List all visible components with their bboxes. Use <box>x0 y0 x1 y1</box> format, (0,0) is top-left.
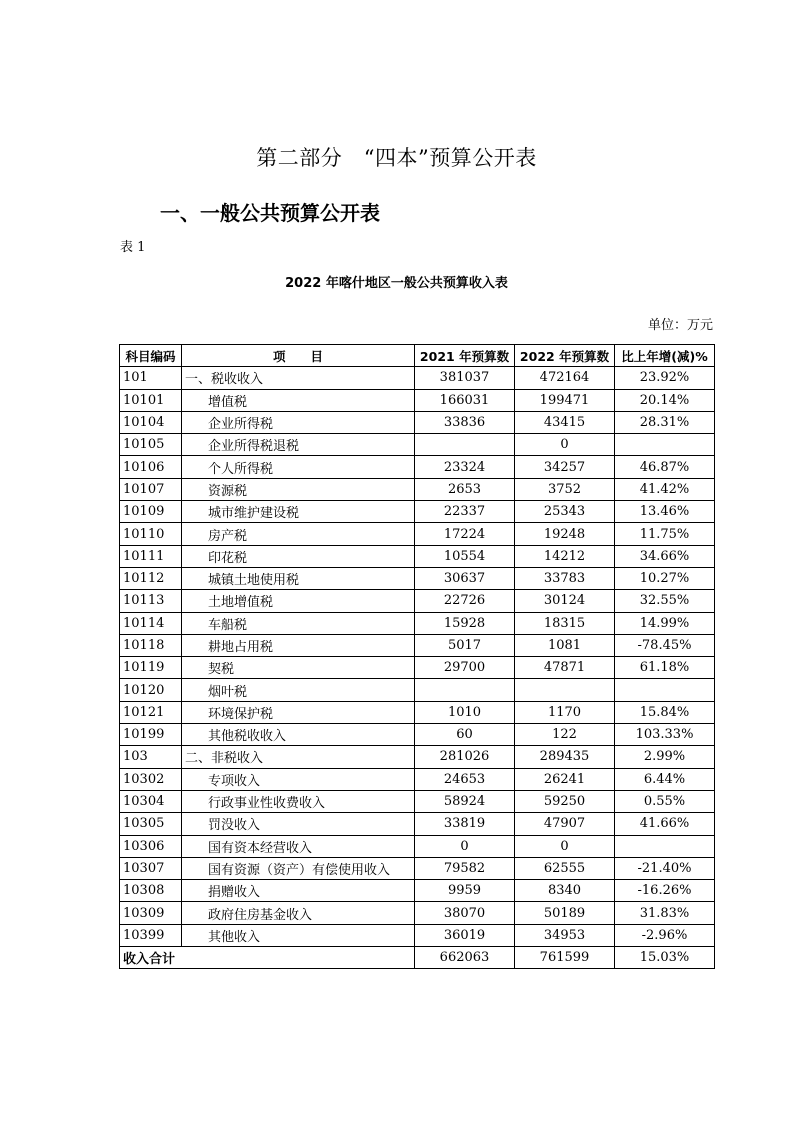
row-code: 10305 <box>120 813 182 835</box>
row-name: 二、非税收入 <box>182 746 415 768</box>
row-code: 10101 <box>120 389 182 411</box>
table-row <box>120 411 715 433</box>
row-name: 个人所得税 <box>182 456 415 478</box>
row-2022-value: 0 <box>515 835 615 857</box>
row-2021-value: 5017 <box>415 634 515 656</box>
row-code: 10110 <box>120 523 182 545</box>
row-code: 10399 <box>120 924 182 946</box>
row-code: 10309 <box>120 902 182 924</box>
row-2022-value: 289435 <box>515 746 615 768</box>
row-change-value: 11.75% <box>615 523 715 545</box>
row-change-value: 41.42% <box>615 478 715 500</box>
table-row <box>120 389 715 411</box>
total-change: 15.03% <box>615 947 715 969</box>
row-change-value: 34.66% <box>615 545 715 567</box>
table-row <box>120 367 715 389</box>
row-change-value: -21.40% <box>615 857 715 879</box>
table-row <box>120 701 715 723</box>
row-code: 10118 <box>120 634 182 656</box>
row-change-value: 6.44% <box>615 768 715 790</box>
section-title: 一、一般公共预算公开表 <box>160 201 380 225</box>
table-row <box>120 434 715 456</box>
row-code: 10307 <box>120 857 182 879</box>
row-code: 10107 <box>120 478 182 500</box>
row-name: 一、税收收入 <box>182 367 415 389</box>
part-title: 第二部分 “四本”预算公开表 <box>256 146 537 170</box>
table-row <box>120 857 715 879</box>
row-2022-value: 25343 <box>515 501 615 523</box>
row-2022-value: 33783 <box>515 567 615 589</box>
row-name: 增值税 <box>182 389 415 411</box>
row-2022-value: 1081 <box>515 634 615 656</box>
table-number: 表 1 <box>120 240 146 255</box>
row-change-value <box>615 679 715 701</box>
row-2021-value <box>415 434 515 456</box>
row-change-value: 0.55% <box>615 790 715 812</box>
row-change-value: 41.66% <box>615 813 715 835</box>
table-row <box>120 813 715 835</box>
row-change-value: 10.27% <box>615 567 715 589</box>
total-row <box>120 947 715 969</box>
row-change-value: 15.84% <box>615 701 715 723</box>
table-row <box>120 612 715 634</box>
row-2021-value: 24653 <box>415 768 515 790</box>
total-2021: 662063 <box>415 947 515 969</box>
table-row <box>120 545 715 567</box>
row-name: 城市维护建设税 <box>182 501 415 523</box>
row-2022-value: 43415 <box>515 411 615 433</box>
header-item: 项 目 <box>182 345 415 367</box>
row-name: 城镇土地使用税 <box>182 567 415 589</box>
row-name: 印花税 <box>182 545 415 567</box>
row-code: 10306 <box>120 835 182 857</box>
table-row <box>120 746 715 768</box>
row-name: 企业所得税 <box>182 411 415 433</box>
row-code: 10105 <box>120 434 182 456</box>
row-2021-value: 2653 <box>415 478 515 500</box>
row-code: 10121 <box>120 701 182 723</box>
row-change-value: 2.99% <box>615 746 715 768</box>
table-row <box>120 456 715 478</box>
row-code: 10308 <box>120 880 182 902</box>
row-code: 10199 <box>120 724 182 746</box>
row-code: 10119 <box>120 657 182 679</box>
row-name: 资源税 <box>182 478 415 500</box>
row-code: 103 <box>120 746 182 768</box>
row-change-value: 32.55% <box>615 590 715 612</box>
row-name: 捐赠收入 <box>182 880 415 902</box>
row-change-value: 23.92% <box>615 367 715 389</box>
row-change-value: 28.31% <box>615 411 715 433</box>
table-header-row <box>120 345 715 367</box>
row-change-value: 20.14% <box>615 389 715 411</box>
row-2022-value: 47871 <box>515 657 615 679</box>
row-2022-value: 26241 <box>515 768 615 790</box>
table-row <box>120 567 715 589</box>
table-row <box>120 523 715 545</box>
row-name: 车船税 <box>182 612 415 634</box>
table-row <box>120 790 715 812</box>
row-change-value <box>615 835 715 857</box>
row-change-value: -78.45% <box>615 634 715 656</box>
row-2021-value: 17224 <box>415 523 515 545</box>
row-2021-value: 10554 <box>415 545 515 567</box>
table-row <box>120 768 715 790</box>
row-2021-value: 381037 <box>415 367 515 389</box>
row-name: 国有资源（资产）有偿使用收入 <box>182 857 415 879</box>
table-row <box>120 634 715 656</box>
row-2021-value: 23324 <box>415 456 515 478</box>
unit-label: 单位：万元 <box>647 318 713 333</box>
row-name: 房产税 <box>182 523 415 545</box>
row-code: 10114 <box>120 612 182 634</box>
row-name: 烟叶税 <box>182 679 415 701</box>
row-change-value: 61.18% <box>615 657 715 679</box>
row-2021-value: 30637 <box>415 567 515 589</box>
row-2021-value: 281026 <box>415 746 515 768</box>
row-name: 企业所得税退税 <box>182 434 415 456</box>
row-2021-value: 9959 <box>415 880 515 902</box>
row-change-value: 31.83% <box>615 902 715 924</box>
row-2021-value: 36019 <box>415 924 515 946</box>
row-2022-value: 47907 <box>515 813 615 835</box>
row-2022-value: 0 <box>515 434 615 456</box>
row-name: 环境保护税 <box>182 701 415 723</box>
row-2022-value: 199471 <box>515 389 615 411</box>
table-row <box>120 679 715 701</box>
row-2022-value: 1170 <box>515 701 615 723</box>
row-code: 10113 <box>120 590 182 612</box>
row-name: 契税 <box>182 657 415 679</box>
row-2022-value: 62555 <box>515 857 615 879</box>
row-2021-value: 15928 <box>415 612 515 634</box>
row-2021-value: 79582 <box>415 857 515 879</box>
budget-revenue-table <box>119 344 715 969</box>
row-code: 10112 <box>120 567 182 589</box>
row-name: 耕地占用税 <box>182 634 415 656</box>
row-2022-value: 3752 <box>515 478 615 500</box>
table-row <box>120 880 715 902</box>
row-name: 专项收入 <box>182 768 415 790</box>
row-2021-value: 22726 <box>415 590 515 612</box>
row-2022-value: 19248 <box>515 523 615 545</box>
row-change-value: 14.99% <box>615 612 715 634</box>
total-2022: 761599 <box>515 947 615 969</box>
table-row <box>120 924 715 946</box>
row-2022-value: 18315 <box>515 612 615 634</box>
row-code: 10109 <box>120 501 182 523</box>
row-2021-value: 1010 <box>415 701 515 723</box>
row-change-value: 46.87% <box>615 456 715 478</box>
row-name: 其他税收收入 <box>182 724 415 746</box>
row-name: 行政事业性收费收入 <box>182 790 415 812</box>
table-row <box>120 657 715 679</box>
header-code: 科目编码 <box>120 345 182 367</box>
row-2022-value: 472164 <box>515 367 615 389</box>
row-2022-value: 8340 <box>515 880 615 902</box>
row-code: 10106 <box>120 456 182 478</box>
row-2021-value: 0 <box>415 835 515 857</box>
row-change-value: 103.33% <box>615 724 715 746</box>
row-2022-value: 14212 <box>515 545 615 567</box>
row-name: 其他收入 <box>182 924 415 946</box>
row-2022-value: 122 <box>515 724 615 746</box>
row-2022-value: 30124 <box>515 590 615 612</box>
header-2021: 2021 年预算数 <box>415 345 515 367</box>
row-name: 国有资本经营收入 <box>182 835 415 857</box>
row-name: 政府住房基金收入 <box>182 902 415 924</box>
row-2021-value: 166031 <box>415 389 515 411</box>
header-change: 比上年增(减)% <box>615 345 715 367</box>
total-label: 收入合计 <box>120 947 415 969</box>
table-title: 2022 年喀什地区一般公共预算收入表 <box>285 276 508 291</box>
table-row <box>120 501 715 523</box>
row-change-value: -16.26% <box>615 880 715 902</box>
table-row <box>120 902 715 924</box>
row-2021-value: 38070 <box>415 902 515 924</box>
row-name: 土地增值税 <box>182 590 415 612</box>
row-2022-value: 50189 <box>515 902 615 924</box>
row-code: 10120 <box>120 679 182 701</box>
row-change-value <box>615 434 715 456</box>
row-2021-value: 33836 <box>415 411 515 433</box>
row-change-value: 13.46% <box>615 501 715 523</box>
row-code: 10304 <box>120 790 182 812</box>
row-code: 10104 <box>120 411 182 433</box>
row-change-value: -2.96% <box>615 924 715 946</box>
table-row <box>120 835 715 857</box>
header-2022: 2022 年预算数 <box>515 345 615 367</box>
row-2021-value: 58924 <box>415 790 515 812</box>
row-name: 罚没收入 <box>182 813 415 835</box>
row-2022-value: 59250 <box>515 790 615 812</box>
row-code: 10302 <box>120 768 182 790</box>
row-2021-value <box>415 679 515 701</box>
row-2021-value: 60 <box>415 724 515 746</box>
table-row <box>120 724 715 746</box>
row-2021-value: 33819 <box>415 813 515 835</box>
row-2021-value: 22337 <box>415 501 515 523</box>
row-2022-value: 34257 <box>515 456 615 478</box>
row-2022-value: 34953 <box>515 924 615 946</box>
row-2022-value <box>515 679 615 701</box>
row-2021-value: 29700 <box>415 657 515 679</box>
row-code: 10111 <box>120 545 182 567</box>
table-row <box>120 478 715 500</box>
table-row <box>120 590 715 612</box>
row-code: 101 <box>120 367 182 389</box>
